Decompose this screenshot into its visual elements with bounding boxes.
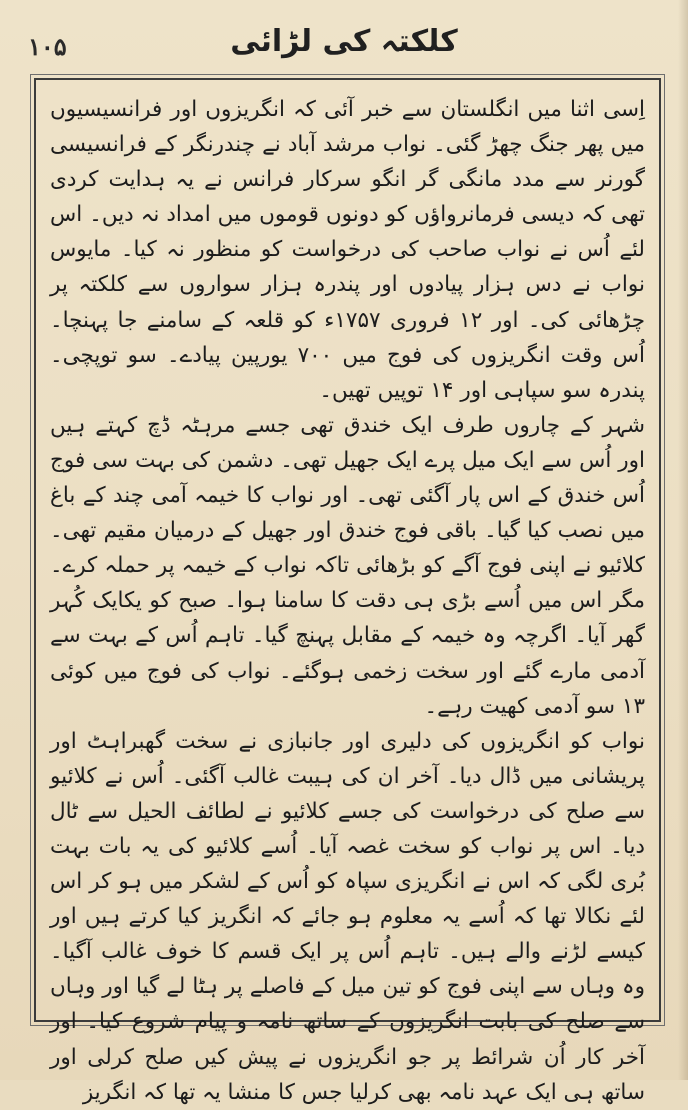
running-title: کلکتہ کی لڑائی xyxy=(230,24,458,59)
paragraph-3: نواب کو انگریزوں کی دلیری اور جانبازی نے سخت گھبراہٹ اور پریشانی میں ڈال دیا۔ آخر ان کی ہیبت غالب آگئی۔ اُس نے کلائیو سے صلح کی درخواست کی جسے کلائیو نے لطائف الحیل سے ٹال دیا۔ اس پر نواب کو سخت غصہ آیا۔ اُسے کلائیو کی یہ بات بہت بُری لگی کہ اس نے انگریزی سپاہ کو اُس کے لشکر میں ہو کر اس لئے نکالا تھا کہ اُسے یہ معلوم ہو جائے کہ انگریز کیا کرتے ہیں اور کیسے لڑنے والے ہیں۔ تاہم اُس پر ایک قسم کا خوف غالب آگیا۔ وہ وہاں سے اپنی فوج کو تین میل کے فاصلے پر ہٹا لے گیا اور وہاں سے صلح کی بابت انگریزوں کے ساتھ نامہ و پیام شروع کیا۔ اور آخر کار اُن شرائط پر جو انگریزوں نے پیش کیں صلح کرلی اور ساتھ ہی ایک عہد نامہ بھی کرلیا جس کا منشا یہ تھا کہ انگریز xyxy=(50,728,645,1105)
paragraph-1: اِسی اثنا میں انگلستان سے خبر آئی کہ انگریزوں اور فرانسیسیوں میں پھر جنگ چھڑ گئی۔ نواب مرشد آباد نے چندرنگر کے فرانسیسی گورنر سے مدد مانگی گر انگو سرکار فرانس نے یہ ہدایت کردی تھی کہ دیسی فرمانرواؤں کو دونوں قوموں میں امداد نہ دیں۔ اس لئے اُس نے نواب صاحب کی درخواست کو منظور نہ کیا۔ مایوس نواب نے دس ہزار پیادوں اور پندرہ ہزار سواروں سے کلکتہ پر چڑھائی کی۔ اور ۱۲ فروری ۱۷۵۷ء کو قلعہ کے سامنے جا پہنچا۔ اُس وقت انگریزوں کی فوج میں ۷۰۰ یورپین پیادے۔ سو توپچی۔ پندرہ سو سپاہی اور ۱۴ توپیں تھیں۔ xyxy=(50,97,645,403)
page-edge-shadow xyxy=(678,0,688,1080)
page-number: ۱۰۵ xyxy=(28,32,67,61)
body-text xyxy=(50,92,645,1105)
paragraph-2: شہر کے چاروں طرف ایک خندق تھی جسے مرہٹہ ڈچ کہتے ہیں اور اُس سے ایک میل پرے ایک جھیل تھی۔ دشمن کی بہت سی فوج اُس خندق کے اس پار آگئی تھی۔ اور نواب کا خیمہ آمی چند کے باغ میں نصب کیا گیا۔ باقی فوج خندق اور جھیل کے درمیان مقیم تھی۔ کلائیو نے اپنی فوج آگے کو بڑھائی تاکہ نواب کے خیمہ پر حملہ کرے۔ مگر اس میں اُسے بڑی ہی دقت کا سامنا ہوا۔ صبح کو یکایک کُہر گھر آیا۔ اگرچہ وہ خیمہ کے مقابل پہنچ گیا۔ تاہم اُس کے بہت سے آدمی مارے گئے اور سخت زخمی ہوگئے۔ نواب کی فوج میں کوئی ۱۳ سو آدمی کھیت رہے۔ xyxy=(50,412,645,719)
